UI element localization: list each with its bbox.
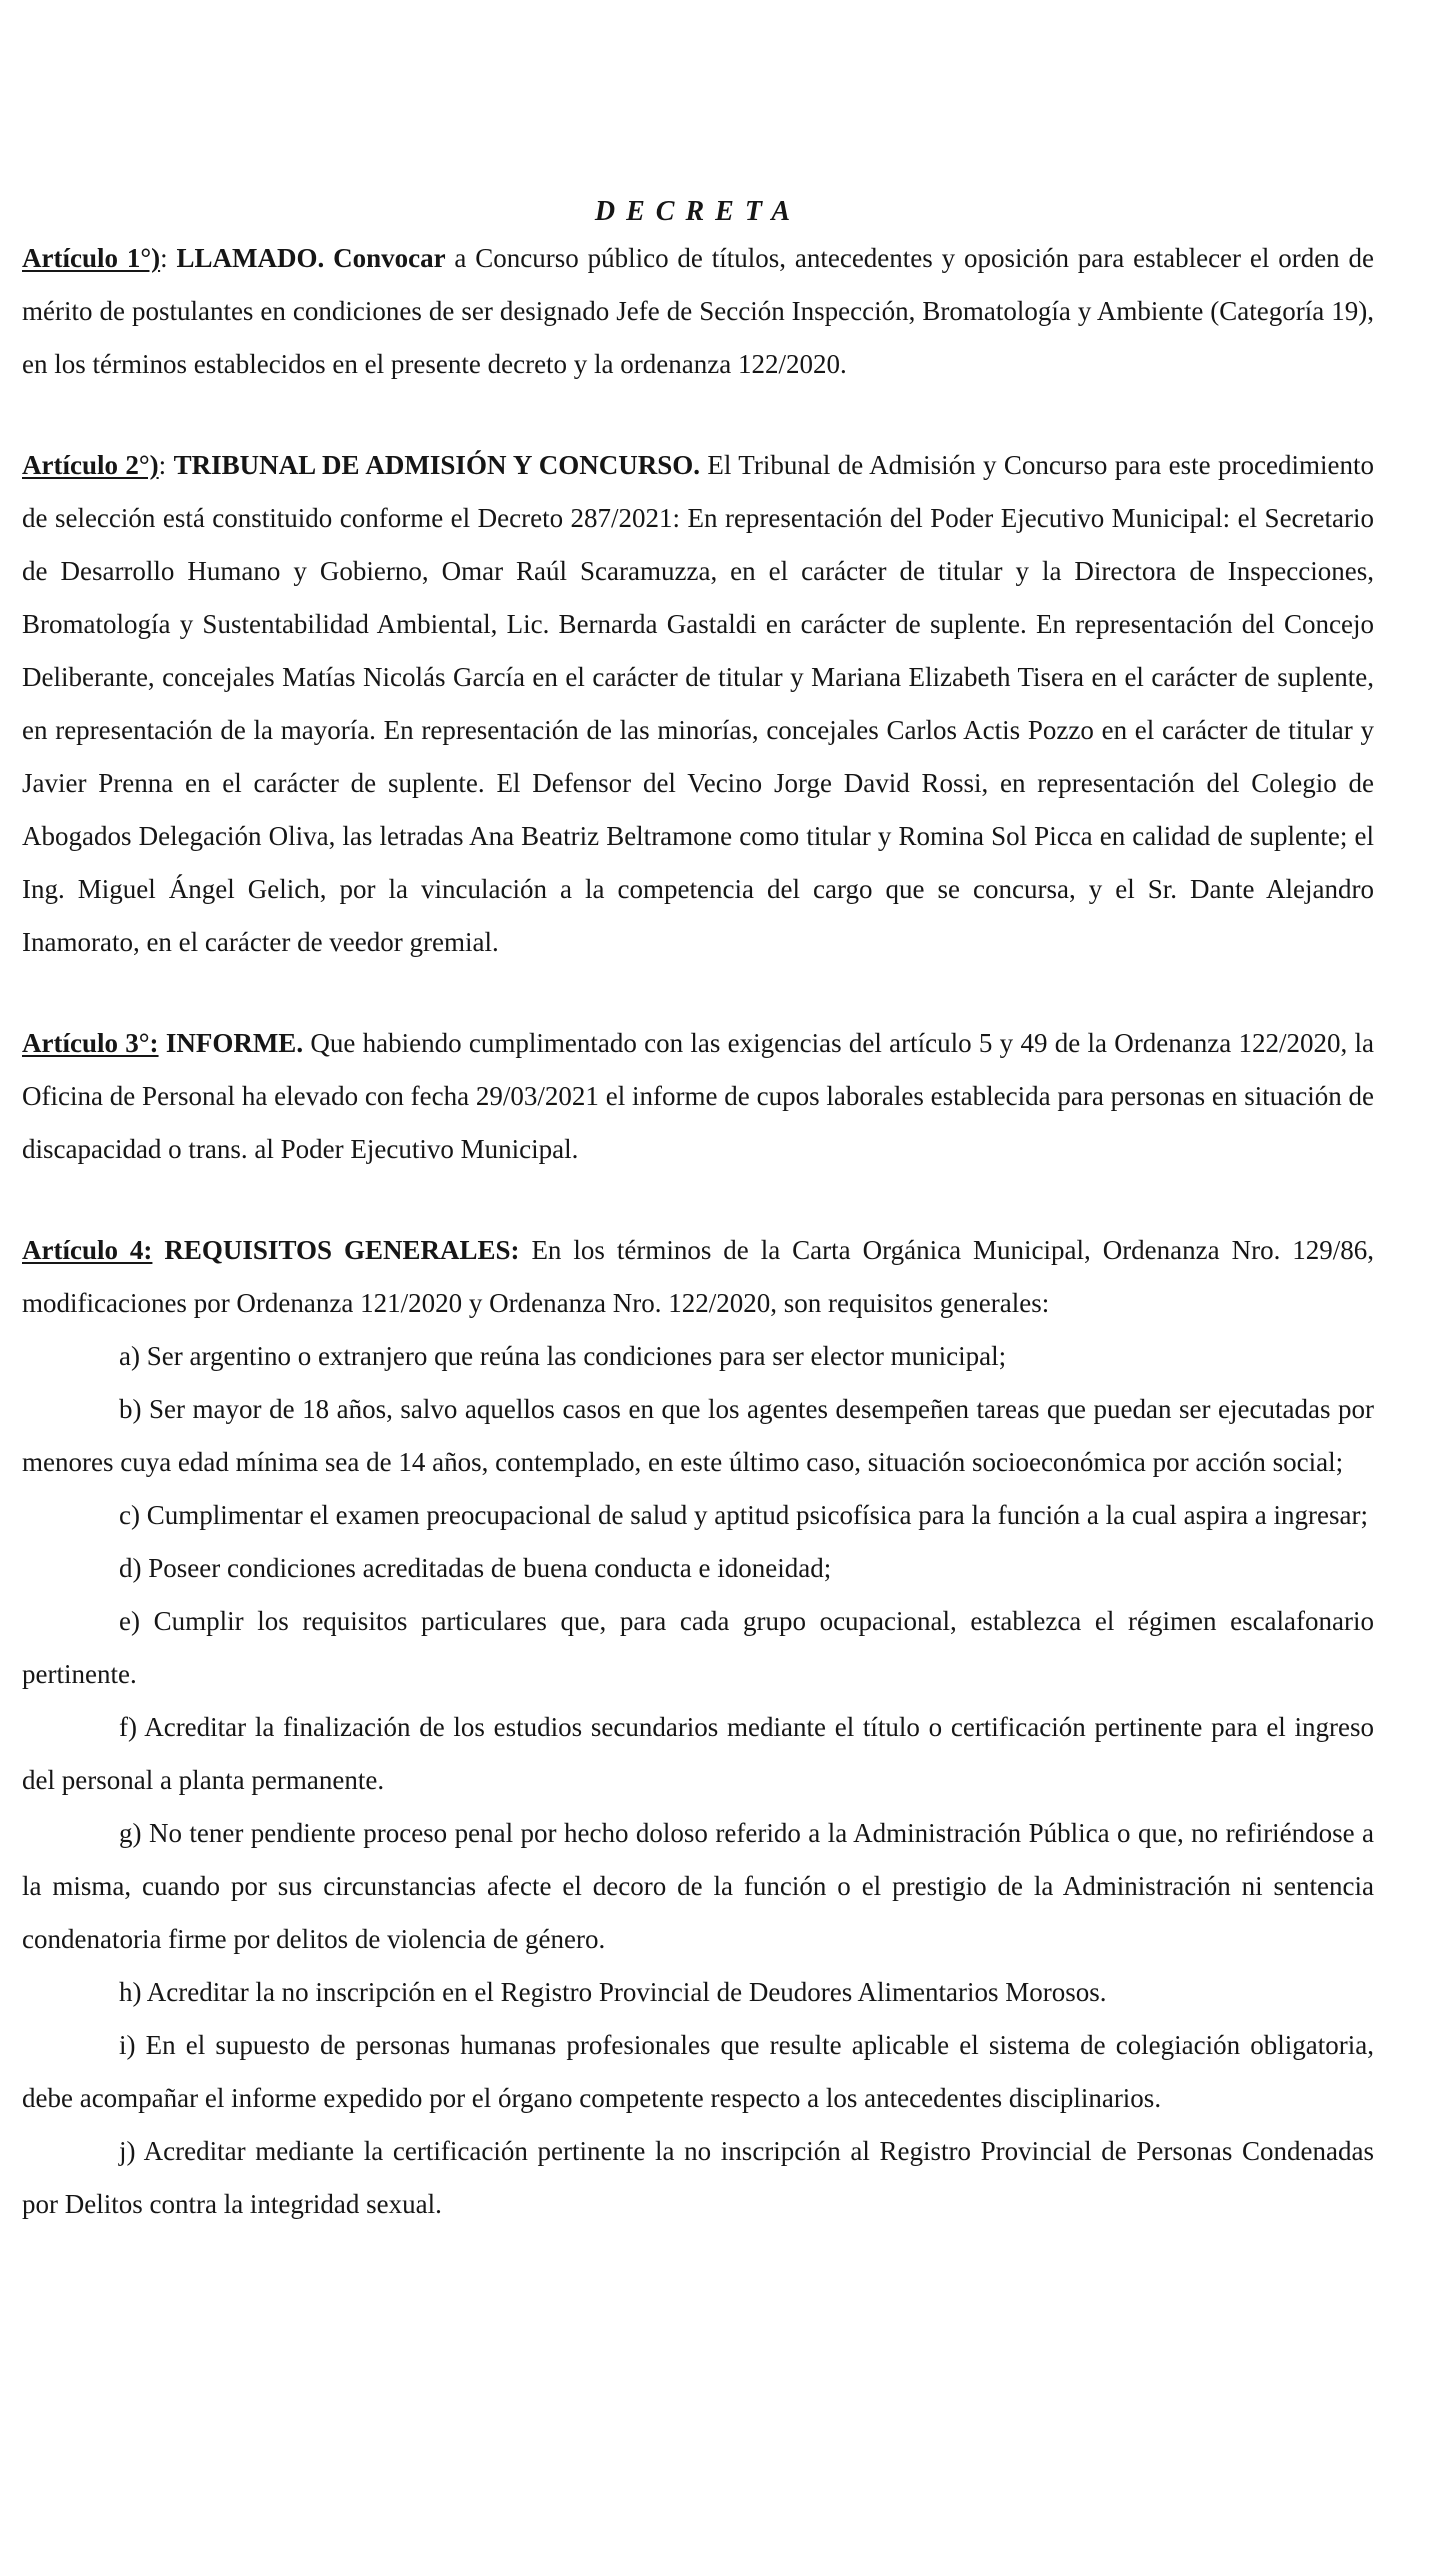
paragraph-gap bbox=[22, 1176, 1374, 1224]
article-4-separator bbox=[152, 1235, 164, 1265]
article-4 bbox=[22, 1224, 1374, 1330]
article-3 bbox=[22, 1017, 1374, 1176]
article-1-body: a Concurso público de títulos, antecedentes y oposición para establecer el orden de mérito de postulantes en condiciones de ser designado Jefe de Sección Inspección, Bromatología y Ambiente (Categoría 19), en los términos establecidos en el presente decreto y la ordenanza 122/2020. bbox=[22, 243, 1375, 379]
requirement-item-i: i) En el supuesto de personas humanas profesionales que resulte aplicable el sistema de colegiación obligatoria, debe acompañar el informe expedido por el órgano competente respecto a los antecedentes disciplinarios. bbox=[22, 2030, 1374, 2113]
requirement-item-b: b) Ser mayor de 18 años, salvo aquellos casos en que los agentes desempeñen tareas que puedan ser ejecutadas por menores cuya edad mínima sea de 14 años, contemplado, en este último caso, situación socioeconómica por acción social; bbox=[22, 1394, 1374, 1477]
article-1-lead: Convocar bbox=[333, 243, 446, 273]
article-3-title: INFORME. bbox=[165, 1028, 304, 1058]
article-4-title: REQUISITOS GENERALES: bbox=[164, 1235, 520, 1265]
article-2-title: TRIBUNAL DE ADMISIÓN Y CONCURSO. bbox=[173, 450, 700, 480]
requirement-item-d: d) Poseer condiciones acreditadas de buena conducta e idoneidad; bbox=[119, 1553, 832, 1583]
article-4-label: Artículo 4: bbox=[22, 1235, 153, 1265]
requirement-item-a: a) Ser argentino o extranjero que reúna las condiciones para ser elector municipal; bbox=[119, 1341, 1007, 1371]
article-1-separator: : bbox=[160, 243, 177, 273]
requirement-item-j: j) Acreditar mediante la certificación pertinente la no inscripción al Registro Provincial de Personas Condenadas por Delitos contra la integridad sexual. bbox=[22, 2136, 1374, 2219]
article-2-label: Artículo 2°) bbox=[22, 450, 159, 480]
article-2-body: El Tribunal de Admisión y Concurso para este procedimiento de selección está constituido conforme el Decreto 287/2021: En representación del Poder Ejecutivo Municipal: el Secretario de Desarrollo Humano y Gobierno, Omar Raúl Scaramuzza, en el carácter de titular y la Directora de Inspecciones, Bromatología y Sustentabilidad Ambiental, Lic. Bernarda Gastaldi en carácter de suplente. En representación del Concejo Deliberante, concejales Matías Nicolás García en el carácter de titular y Mariana Elizabeth Tisera en el carácter de suplente, en representación de la mayoría. En representación de las minorías, concejales Carlos Actis Pozzo en el carácter de titular y Javier Prenna en el carácter de suplente. El Defensor del Vecino Jorge David Rossi, en representación del Colegio de Abogados Delegación Oliva, las letradas Ana Beatriz Beltramone como titular y Romina Sol Picca en calidad de suplente; el Ing. Miguel Ángel Gelich, por la vinculación a la competencia del cargo que se concursa, y el Sr. Dante Alejandro Inamorato, en el carácter de veedor gremial. bbox=[22, 450, 1374, 957]
article-3-body: Que habiendo cumplimentado con las exigencias del artículo 5 y 49 de la Ordenanza 122/2020, la Oficina de Personal ha elevado con fecha 29/03/2021 el informe de cupos laborales establecida para personas en situación de discapacidad o trans. al Poder Ejecutivo Municipal. bbox=[22, 1028, 1374, 1164]
requirement-item-c: c) Cumplimentar el examen preocupacional de salud y aptitud psicofísica para la función a la cual aspira a ingresar; bbox=[119, 1500, 1369, 1530]
requirements-list bbox=[22, 1330, 1374, 2231]
article-4-body: En los términos de la Carta Orgánica Municipal, Ordenanza Nro. 129/86, modificaciones por Ordenanza 121/2020 y Ordenanza Nro. 122/2020, son requisitos generales: bbox=[22, 1235, 1375, 1318]
requirement-item-g: g) No tener pendiente proceso penal por hecho doloso referido a la Administración Pública o que, no refiriéndose a la misma, cuando por sus circunstancias afecte el decoro de la función o el prestigio de la Administración ni sentencia condenatoria firme por delitos de violencia de género. bbox=[22, 1818, 1374, 1954]
article-3-label: Artículo 3°: bbox=[22, 1028, 159, 1058]
article-3-separator bbox=[159, 1028, 166, 1058]
requirement-item-h: h) Acreditar la no inscripción en el Registro Provincial de Deudores Alimentarios Morosos. bbox=[119, 1977, 1107, 2007]
decree-heading: DECRETA bbox=[594, 196, 802, 227]
article-2 bbox=[22, 439, 1374, 969]
article-1 bbox=[22, 232, 1374, 391]
requirement-item-f: f) Acreditar la finalización de los estudios secundarios mediante el título o certificación pertinente para el ingreso del personal a planta permanente. bbox=[22, 1712, 1374, 1795]
requirement-item-e: e) Cumplir los requisitos particulares que, para cada grupo ocupacional, establezca el régimen escalafonario pertinente. bbox=[22, 1606, 1374, 1689]
article-1-title: LLAMADO. bbox=[176, 243, 325, 273]
paragraph-gap bbox=[22, 969, 1374, 1017]
paragraph-gap bbox=[22, 391, 1374, 439]
article-1-label: Artículo 1°) bbox=[22, 243, 161, 273]
article-2-separator: : bbox=[158, 450, 174, 480]
